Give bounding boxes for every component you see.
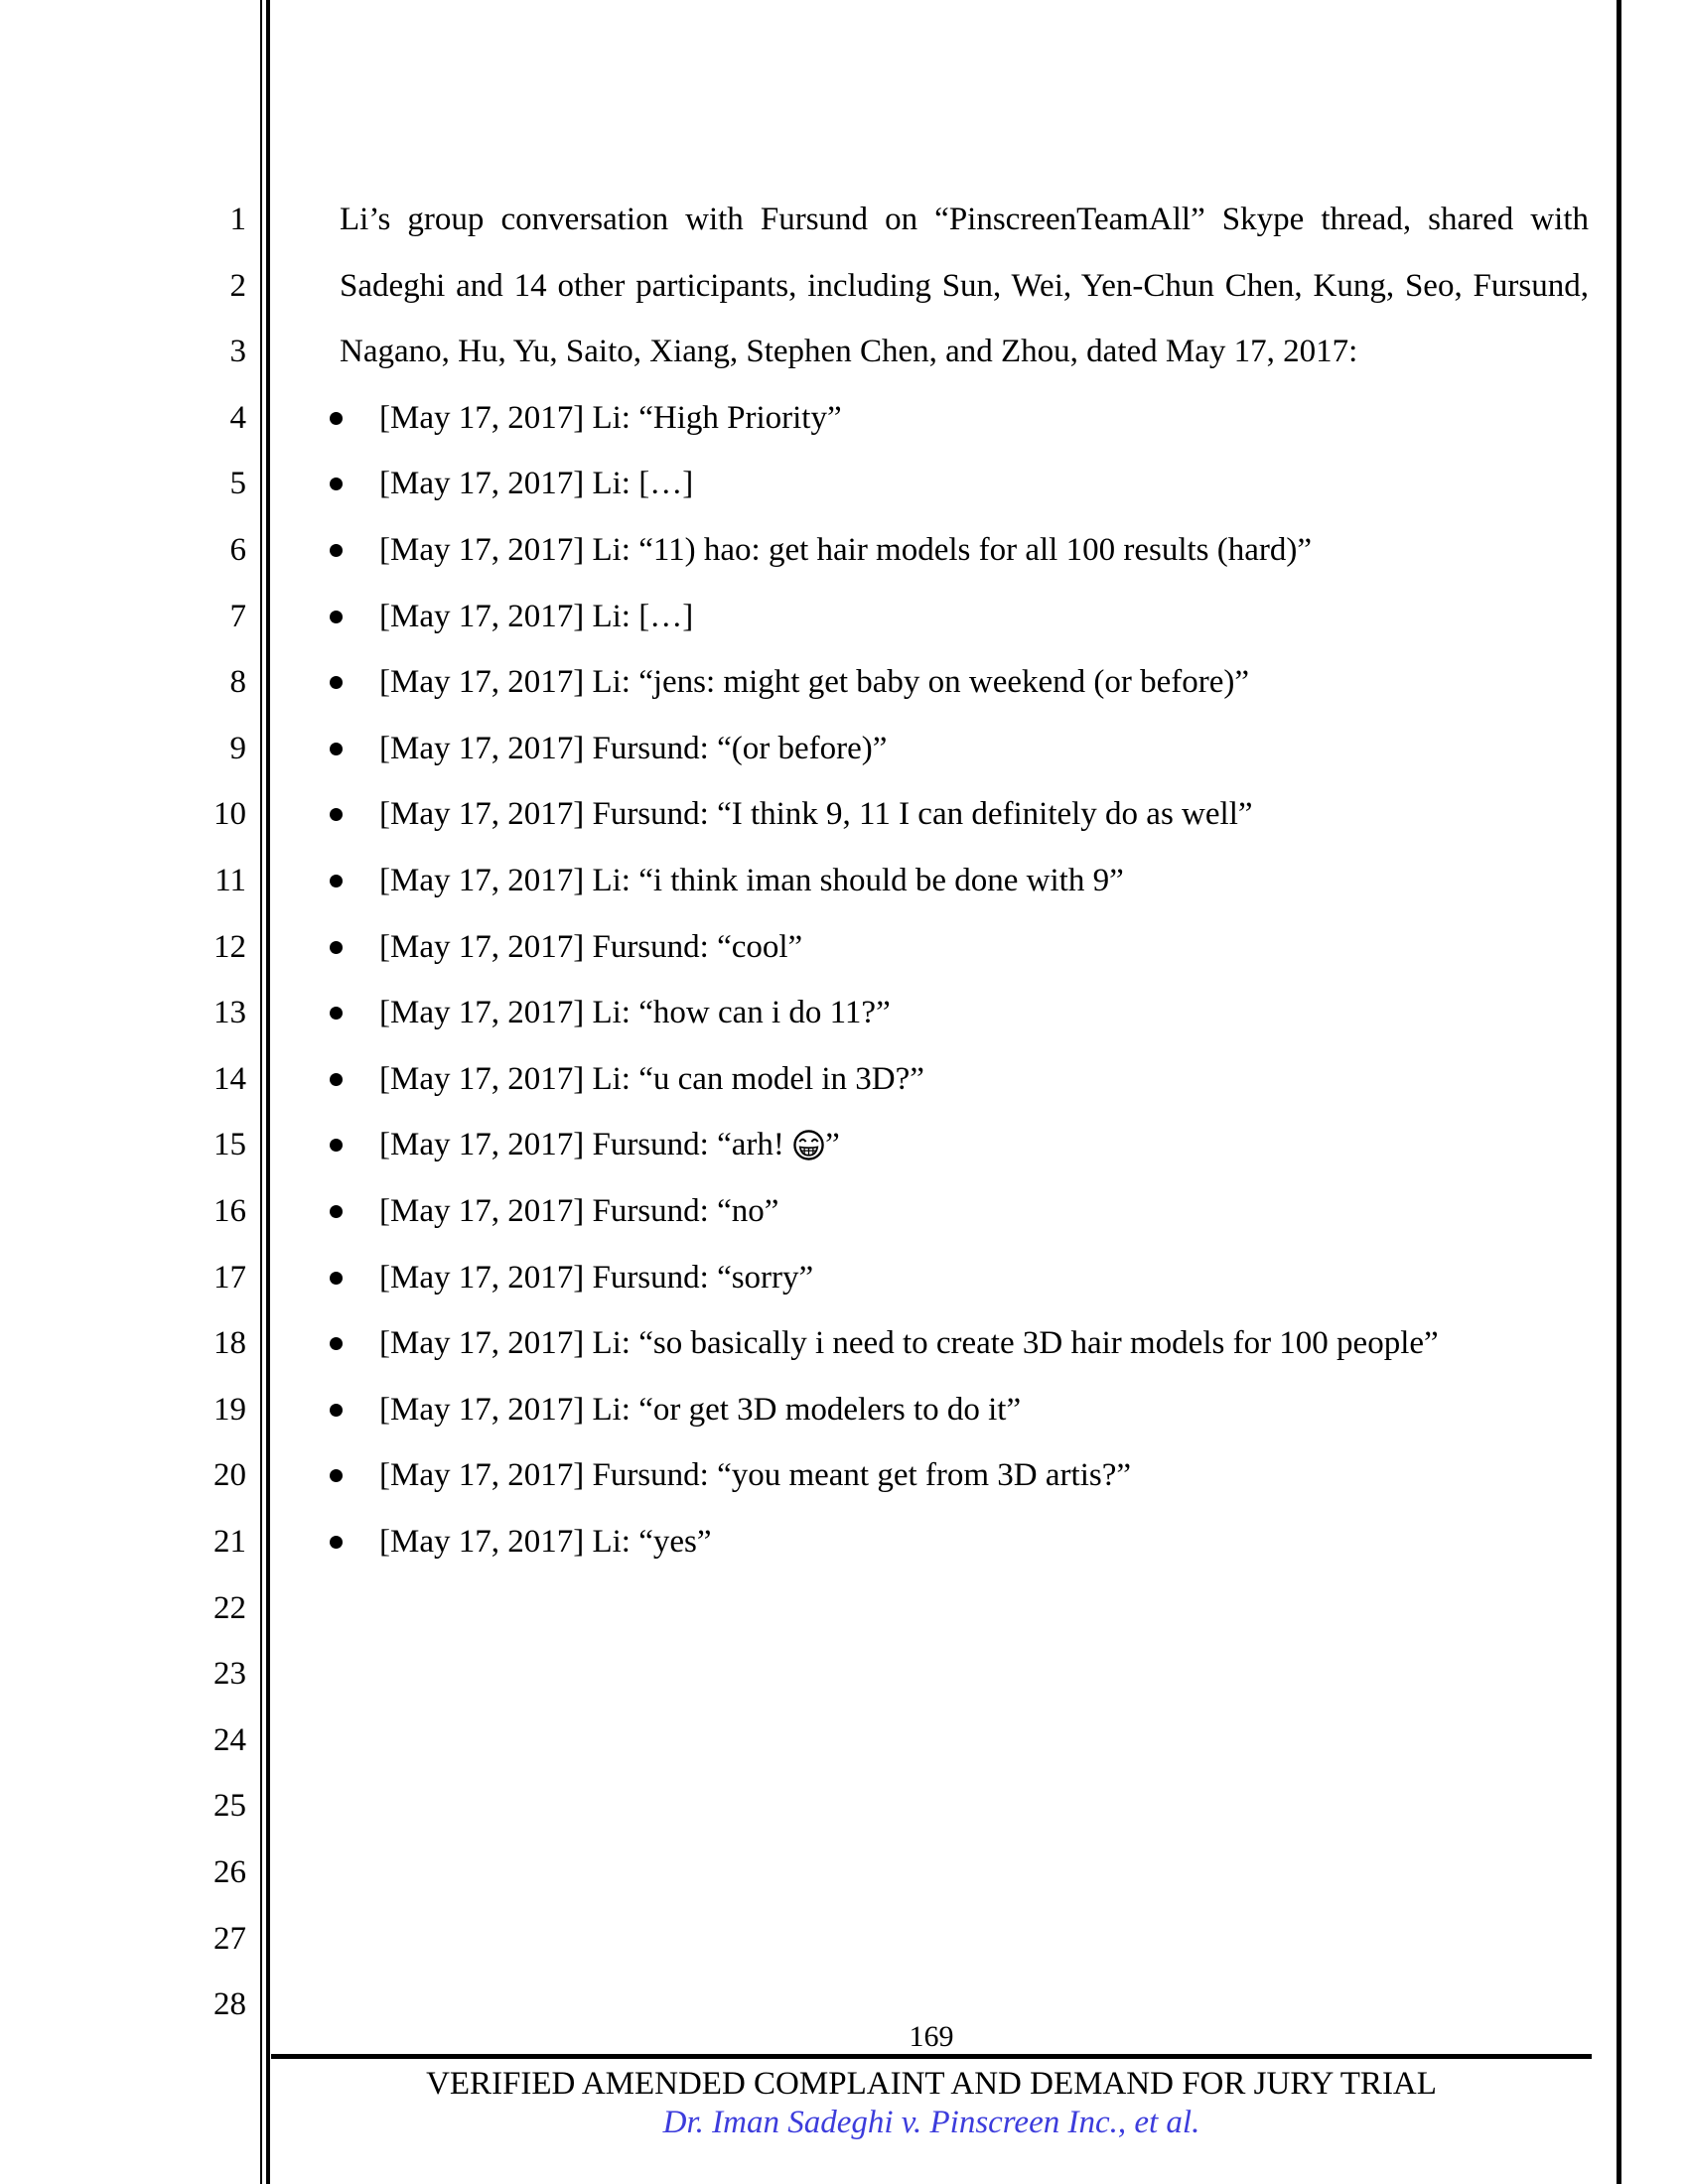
line-number: 21 [213,1524,246,1560]
list-item [330,980,891,1046]
bullet-icon [330,412,343,425]
line-number: 14 [213,1060,246,1097]
line-number: 8 [229,664,246,701]
bullet-text: [May 17, 2017] Li: “yes” [379,1524,712,1560]
line-number: 18 [213,1325,246,1362]
list-item [330,517,1312,584]
paragraph-line: Li’s group conversation with Fursund on “PinscreenTeamAll” Skype thread, shared with [340,202,1589,237]
line-number: 13 [213,995,246,1031]
line-number: 17 [213,1259,246,1296]
list-item [330,1046,924,1113]
paragraph-line: Sadeghi and 14 other participants, including Sun, Wei, Yen-Chun Chen, Kung, Seo, Fursund, [340,267,1589,304]
bullet-text: [May 17, 2017] Li: “11) hao: get hair models for all 100 results (hard)” [379,532,1313,568]
line-number: 10 [213,796,246,833]
case-caption: Dr. Iman Sadeghi v. Pinscreen Inc., et al. [662,2105,1200,2140]
line-number: 16 [213,1193,246,1229]
bullet-text: [May 17, 2017] Li: “so basically i need to create 3D hair models for 100 people” [379,1325,1439,1362]
list-item [330,1442,1131,1509]
bullet-icon [330,676,343,689]
list-item [330,1245,813,1311]
bullet-icon [330,941,343,954]
list-item [330,584,693,650]
bullet-icon [330,1404,343,1417]
line-number: 24 [213,1721,246,1758]
line-number: 11 [214,863,246,898]
left-double-rule-inner [266,0,270,2184]
grinning-face-emoji-icon [792,1129,825,1161]
line-number: 26 [213,1854,246,1890]
footer-title: VERIFIED AMENDED COMPLAINT AND DEMAND FOR JURY TRIAL [426,2066,1437,2102]
bullet-text: [May 17, 2017] Fursund: “(or before)” [379,730,888,766]
line-number: 2 [229,267,246,304]
bullet-text: [May 17, 2017] Li: “jens: might get baby on weekend (or before)” [379,664,1250,701]
line-number: 12 [213,928,246,965]
list-item [330,1112,840,1178]
line-number: 20 [213,1457,246,1494]
bullet-text: [May 17, 2017] Li: “or get 3D modelers to do it” [379,1391,1022,1428]
bullet-text: [May 17, 2017] Fursund: “you meant get from 3D artis?” [379,1457,1132,1494]
line-number: 23 [213,1656,246,1693]
list-item [330,781,1253,848]
line-number: 4 [229,399,246,436]
left-double-rule-outer [260,0,262,2184]
line-number: 9 [229,730,246,766]
bullet-icon [330,875,343,887]
list-item [330,451,693,517]
list-item [330,848,1124,914]
list-item [330,914,802,981]
bullet-icon [330,544,343,557]
list-item [330,1377,1021,1443]
line-number: 22 [213,1589,246,1626]
bullet-text: [May 17, 2017] Li: “High Priority” [379,399,842,436]
footer-divider [271,2054,1592,2059]
list-item [330,716,887,782]
bullet-icon [330,1536,343,1549]
bullet-icon [330,808,343,821]
bullet-icon [330,743,343,755]
bullet-text-post: ” [825,1127,840,1163]
bullet-icon [330,478,343,490]
line-number: 1 [229,202,246,237]
line-number: 15 [213,1127,246,1163]
bullet-icon [330,1007,343,1020]
bullet-text: [May 17, 2017] Fursund: “cool” [379,928,803,965]
bullet-icon [330,1469,343,1482]
bullet-text: [May 17, 2017] Fursund: “I think 9, 11 I can definitely do as well” [379,796,1253,833]
bullet-text: [May 17, 2017] Li: […] [379,598,694,634]
list-item [330,1509,712,1575]
paragraph-line: Nagano, Hu, Yu, Saito, Xiang, Stephen Chen, and Zhou, dated May 17, 2017: [340,334,1358,370]
bullet-icon [330,1139,343,1152]
list-item [330,649,1249,716]
bullet-icon [330,1272,343,1285]
right-margin-rule [1617,0,1621,2184]
line-number: 19 [213,1391,246,1428]
list-item [330,385,842,452]
bullet-text-pre: [May 17, 2017] Fursund: “arh! [379,1127,793,1163]
page-number: 169 [909,2020,954,2053]
line-number: 6 [229,532,246,568]
bullet-text: [May 17, 2017] Fursund: “no” [379,1193,779,1229]
bullet-icon [330,611,343,623]
bullet-text: [May 17, 2017] Fursund: “sorry” [379,1259,814,1296]
line-number: 3 [229,334,246,370]
line-number: 5 [229,466,246,502]
line-number: 25 [213,1788,246,1825]
line-number: 27 [213,1920,246,1957]
bullet-icon [330,1205,343,1218]
bullet-text: [May 17, 2017] Li: […] [379,466,694,502]
bullet-icon [330,1073,343,1086]
list-item [330,1310,1439,1377]
list-item [330,1178,778,1245]
bullet-text: [May 17, 2017] Li: “u can model in 3D?” [379,1060,924,1097]
bullet-icon [330,1337,343,1350]
bullet-text: [May 17, 2017] Li: “how can i do 11?” [379,995,891,1031]
bullet-text: [May 17, 2017] Li: “i think iman should be done with 9” [379,863,1124,898]
line-number: 28 [213,1986,246,2023]
line-number: 7 [229,598,246,634]
bullet-text [379,1127,840,1162]
